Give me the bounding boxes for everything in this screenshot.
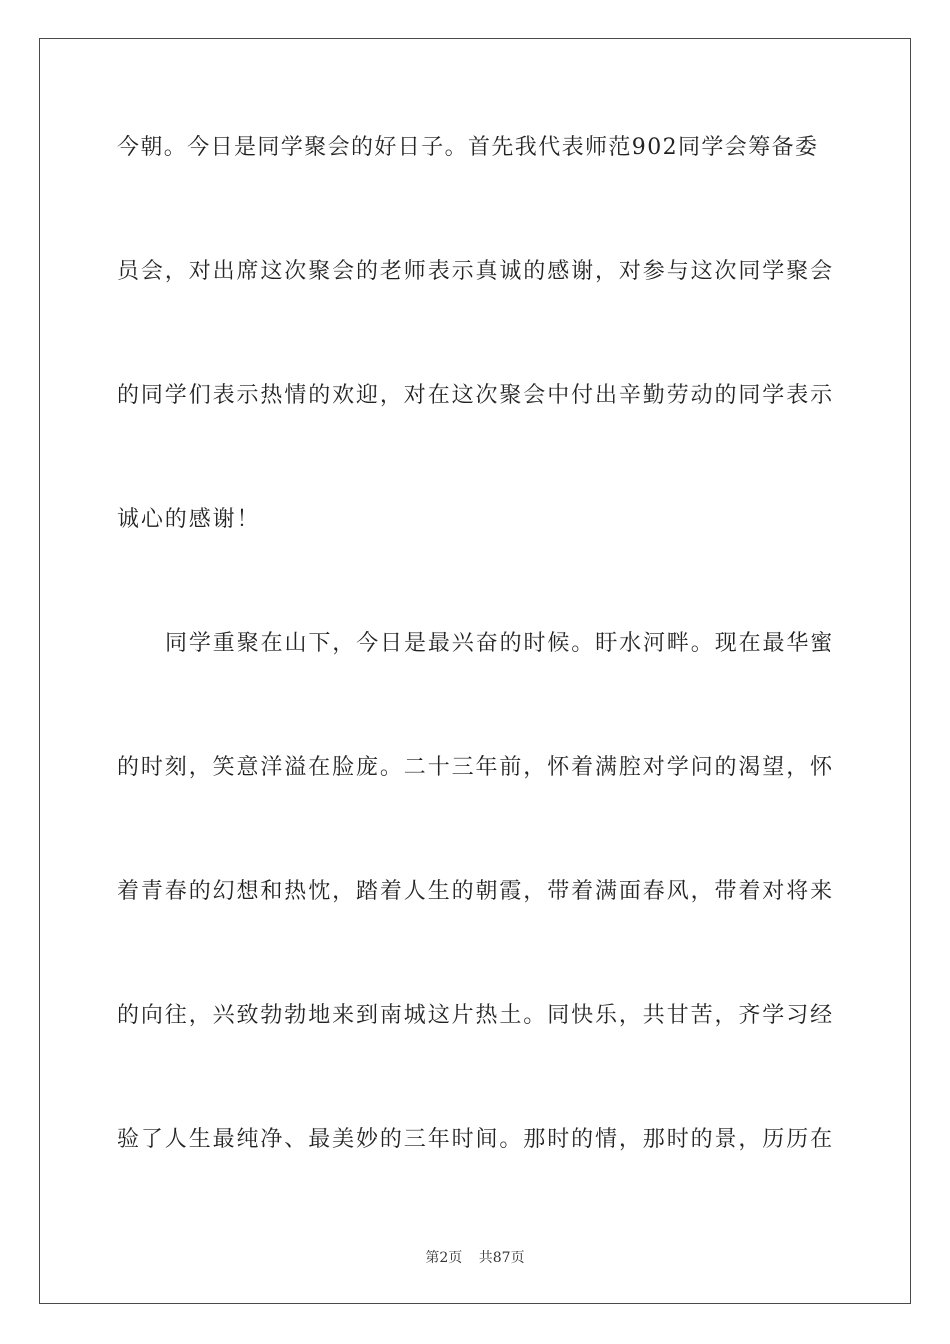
page-footer xyxy=(0,1247,950,1267)
body-text-line: 的时刻，笑意洋溢在脸庞。二十三年前，怀着满腔对学问的渴望，怀 xyxy=(117,755,835,780)
body-text-line: 今朝。今日是同学聚会的好日子。首先我代表师范902同学会筹备委 xyxy=(117,135,819,160)
page-border xyxy=(39,38,911,1304)
body-text-line: 的同学们表示热情的欢迎，对在这次聚会中付出辛勤劳动的同学表示 xyxy=(117,383,835,408)
body-text-line: 员会，对出席这次聚会的老师表示真诚的感谢，对参与这次同学聚会 xyxy=(117,259,835,284)
body-text-line: 着青春的幻想和热忱，踏着人生的朝霞，带着满面春风，带着对将来 xyxy=(117,879,835,904)
body-text-line: 的向往，兴致勃勃地来到南城这片热土。同快乐，共甘苦，齐学习经 xyxy=(117,1003,835,1028)
page-total: 共87页 xyxy=(478,1250,525,1266)
body-text-line: 验了人生最纯净、最美妙的三年时间。那时的情，那时的景，历历在 xyxy=(117,1127,835,1152)
body-text-line: 诚心的感谢！ xyxy=(117,507,261,532)
paragraph-first-line: 同学重聚在山下，今日是最兴奋的时候。盱水河畔。现在最华蜜 xyxy=(165,631,835,656)
page-number: 第2页 xyxy=(425,1250,463,1266)
